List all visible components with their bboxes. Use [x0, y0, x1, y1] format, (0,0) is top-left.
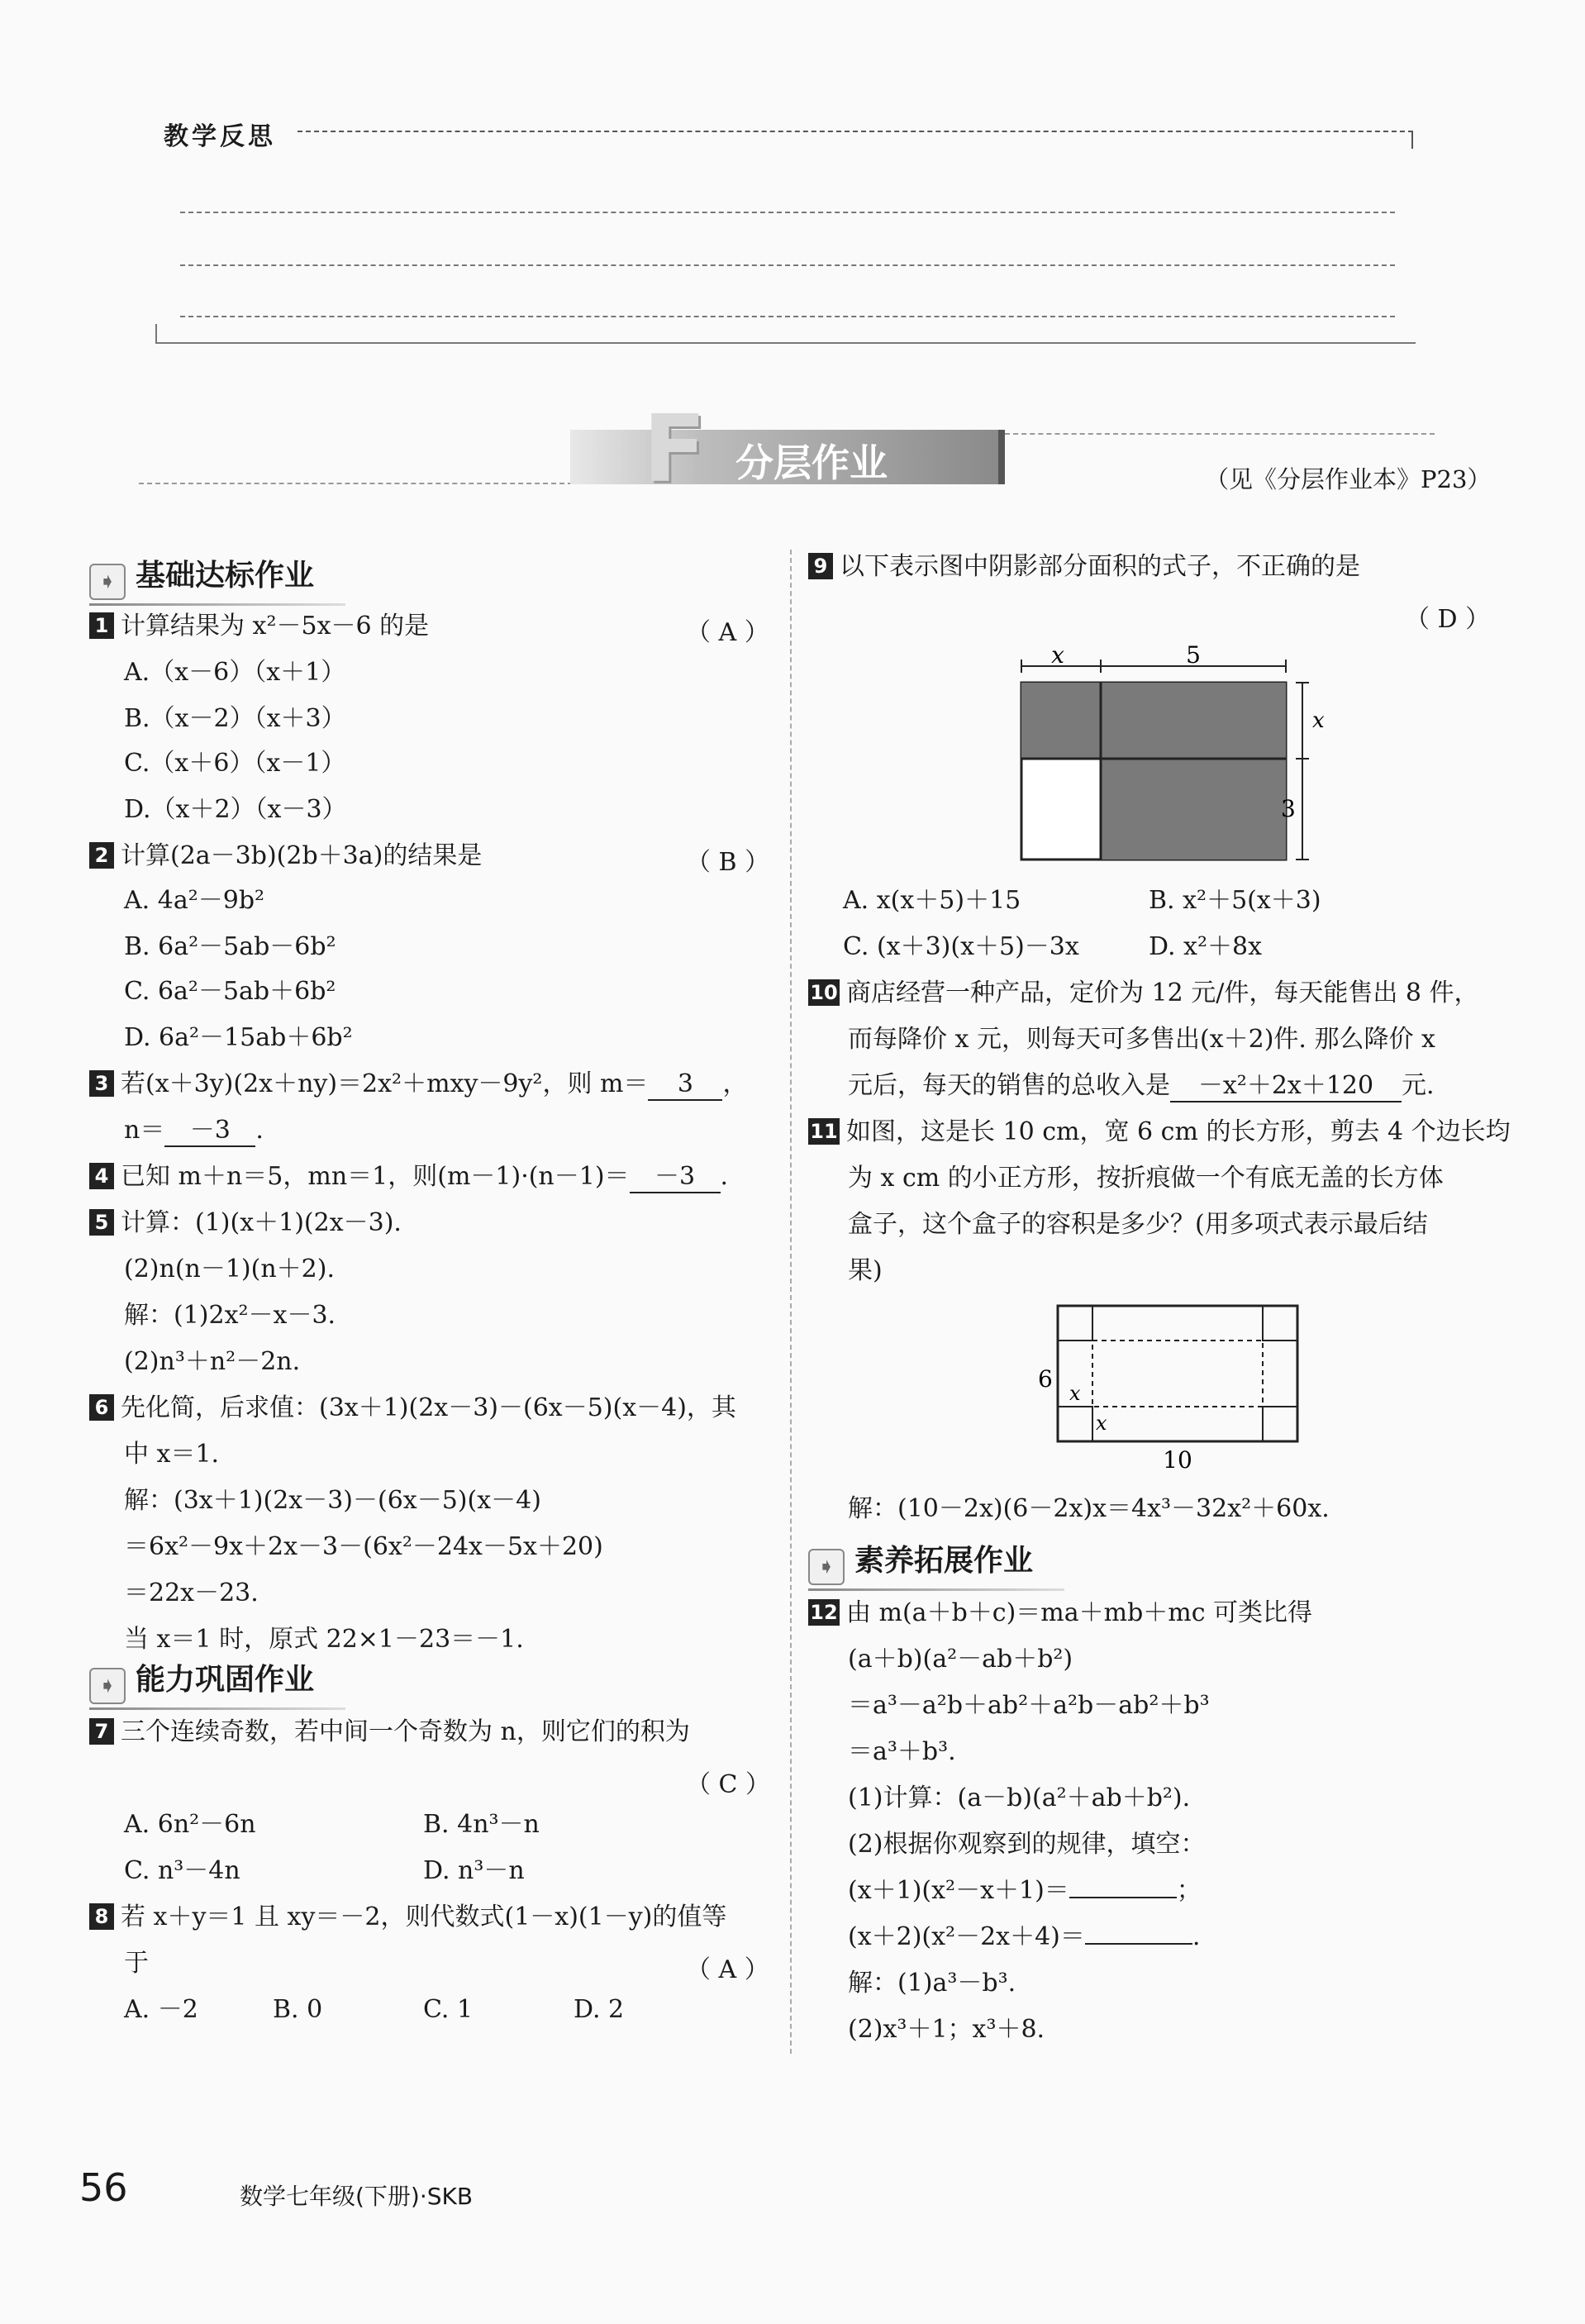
- question-5: [89, 1208, 402, 1238]
- question-number: 5: [89, 1209, 114, 1236]
- question-8: [89, 1903, 726, 1932]
- option: A.（x－6）（x＋1）: [124, 658, 346, 687]
- question-part: (2)根据你观察到的规律，填空：: [848, 1830, 1206, 1859]
- corner-square: [1058, 1306, 1092, 1341]
- answer-choice: （ B ）: [686, 848, 770, 877]
- question-stem: (x＋1)(x²－x＋1)＝: [848, 1876, 1069, 1905]
- question-stem: 商店经营一种产品，定价为 12 元/件，每天能售出 8 件，: [846, 979, 1479, 1007]
- solution-line: 解：(3x＋1)(2x－3)－(6x－5)(x－4): [124, 1486, 541, 1515]
- corner-square: [1263, 1407, 1297, 1441]
- question-stem: 由 m(a＋b＋c)＝ma＋mb＋mc 可类比得: [846, 1598, 1313, 1627]
- question-stem: 计算：(1)(x＋1)(2x－3).: [121, 1208, 402, 1237]
- question-stem: 计算结果为 x²－5x－6 的是: [121, 612, 430, 641]
- corner-square: [1058, 1407, 1092, 1441]
- section-letter: F: [643, 396, 707, 503]
- subsection-ability: [89, 1656, 345, 1710]
- question-stem-cont: 中 x＝1.: [124, 1440, 220, 1469]
- corner-square: [1263, 1306, 1297, 1341]
- writing-line: [180, 316, 1395, 317]
- label-x: x: [1069, 1382, 1081, 1405]
- subsection-expand: [808, 1537, 1064, 1591]
- option: D. 6a²－15ab＋6b²: [124, 1023, 353, 1052]
- page-number: 56: [79, 2165, 128, 2210]
- question-7: [89, 1717, 690, 1747]
- question-9: [808, 552, 1360, 582]
- question-stem: 已知 m＋n＝5，mn＝1，则(m－1)·(n－1)＝: [121, 1162, 630, 1191]
- subsection-title: 基础达标作业: [136, 559, 315, 593]
- option: B. 6a²－5ab－6b²: [124, 932, 336, 961]
- question-stem: 以下表示图中阴影部分面积的式子，不正确的是: [840, 552, 1360, 581]
- question-2: [89, 841, 482, 871]
- divider: [155, 324, 157, 342]
- option: C. n³－4n: [124, 1856, 240, 1885]
- unit: 元.: [1402, 1071, 1435, 1100]
- option: B. 0: [273, 1995, 323, 2024]
- option: D. x²＋8x: [1149, 932, 1263, 961]
- question-stem-cont: 于: [124, 1949, 149, 1978]
- punctuation: .: [1192, 1922, 1201, 1951]
- question-number: 10: [808, 979, 840, 1006]
- derivation-line: (a＋b)(a²－ab＋b²): [848, 1645, 1073, 1674]
- solution-line: 解：(10－2x)(6－2x)x＝4x³－32x²＋60x.: [848, 1494, 1330, 1523]
- solution-line: 解：(1)a³－b³.: [848, 1969, 1016, 1998]
- figure-shaded-rectangles: [1008, 641, 1325, 868]
- question-10: [808, 979, 1479, 1008]
- divider: [1411, 131, 1413, 149]
- fill-blank-2: [848, 1922, 1200, 1952]
- writing-line: [180, 212, 1395, 213]
- solution-line: ＝6x²－9x＋2x－3－(6x²－24x－5x＋20): [124, 1532, 603, 1561]
- punctuation: ；: [1176, 1876, 1202, 1905]
- question-6: [89, 1393, 736, 1423]
- question-3-n: n＝ －3 .: [124, 1116, 264, 1147]
- option: C.（x＋6）（x－1）: [124, 749, 346, 778]
- derivation-line: ＝a³＋b³.: [848, 1737, 956, 1766]
- section-note: （见《分层作业本》P23）: [1205, 465, 1492, 493]
- option: C. 1: [423, 1995, 474, 2024]
- answer-blank: －x²＋2x＋120: [1170, 1071, 1402, 1102]
- question-number: 9: [808, 553, 833, 579]
- shaded-rectangle: [1101, 683, 1286, 860]
- question-number: 2: [89, 842, 114, 869]
- option: A. 6n²－6n: [124, 1810, 256, 1839]
- subsection-basic: [89, 552, 345, 606]
- book-title: 数学七年级(下册)·SKB: [240, 2183, 474, 2210]
- label-ten: 10: [1163, 1446, 1192, 1474]
- question-stem-cont: 为 x cm 的小正方形，按折痕做一个有底无盖的长方体: [848, 1164, 1444, 1193]
- question-number: 1: [89, 612, 114, 639]
- fill-blank-1: [848, 1876, 1202, 1906]
- option: B. 4n³－n: [423, 1810, 540, 1839]
- question-1: [89, 612, 429, 641]
- solution-line: ＝22x－23.: [124, 1579, 259, 1607]
- option: C. (x＋3)(x＋5)－3x: [843, 932, 1079, 961]
- answer-choice: （ D ）: [1405, 605, 1491, 634]
- question-stem-cont: 盒子，这个盒子的容积是多少？(用多项式表示最后结: [848, 1210, 1428, 1239]
- question-stem: 先化简，后求值：(3x＋1)(2x－3)－(6x－5)(x－4)，其: [121, 1393, 736, 1422]
- derivation-line: ＝a³－a²b＋ab²＋a²b－ab²＋b³: [848, 1691, 1210, 1720]
- option: B. x²＋5(x＋3): [1149, 886, 1321, 915]
- label-x-top: x: [1051, 641, 1064, 669]
- divider: [297, 131, 1413, 132]
- answer-choice: （ A ）: [686, 1955, 769, 1984]
- outer-rectangle: [1058, 1306, 1297, 1441]
- question-stem: 元后，每天的销售的总收入是: [848, 1071, 1170, 1100]
- answer-choice: （ C ）: [686, 1770, 771, 1799]
- solution-line: 当 x＝1 时，原式 22×1－23＝－1.: [124, 1625, 524, 1654]
- question-number: 11: [808, 1118, 840, 1145]
- solution-line: (2)x³＋1；x³＋8.: [848, 2015, 1045, 2044]
- question-stem: (x＋2)(x²－2x＋4)＝: [848, 1922, 1085, 1951]
- option: A. x(x＋5)＋15: [843, 886, 1021, 915]
- answer-blank: －3: [164, 1116, 255, 1147]
- option: D. 2: [574, 1995, 625, 2024]
- divider: [155, 342, 1416, 344]
- figure-box-net: [1033, 1298, 1314, 1474]
- divider: [808, 1588, 1064, 1591]
- subsection-title: 素养拓展作业: [854, 1544, 1034, 1578]
- label: n＝: [124, 1116, 165, 1145]
- writing-line: [180, 264, 1395, 266]
- question-number: 4: [89, 1163, 114, 1189]
- question-stem: 计算(2a－3b)(2b＋3a)的结果是: [121, 841, 483, 870]
- question-stem: 若 x＋y＝1 且 xy＝－2，则代数式(1－x)(1－y)的值等: [121, 1903, 727, 1931]
- solution-line: 解：(1)2x²－x－3.: [124, 1301, 336, 1330]
- option: A. 4a²－9b²: [124, 886, 265, 915]
- fold-line: [1092, 1341, 1263, 1407]
- label-x: x: [1096, 1412, 1107, 1435]
- question-part: (1)计算：(a－b)(a²＋ab＋b²).: [848, 1783, 1191, 1812]
- option: D. n³－n: [423, 1856, 525, 1885]
- shaded-square: [1021, 683, 1101, 759]
- column-divider: [790, 550, 792, 2054]
- arrow-icon: ➧: [808, 1549, 845, 1585]
- option: A. －2: [124, 1995, 198, 2024]
- question-number: 3: [89, 1070, 114, 1097]
- option: C. 6a²－5ab＋6b²: [124, 977, 336, 1006]
- question-4: 4 已知 m＋n＝5，mn＝1，则(m－1)·(n－1)＝ －3 .: [89, 1162, 728, 1193]
- answer-blank: －3: [630, 1162, 721, 1193]
- label-three: 3: [1281, 795, 1296, 822]
- question-11: [808, 1117, 1511, 1147]
- label-x-side: x: [1312, 708, 1325, 733]
- answer-blank: 3: [648, 1069, 722, 1101]
- question-stem-cont: [848, 1071, 1435, 1102]
- question-part: (2)n(n－1)(n＋2).: [124, 1255, 335, 1283]
- subsection-title: 能力巩固作业: [136, 1663, 315, 1697]
- question-stem: 若(x＋3y)(2x＋ny)＝2x²＋mxy－9y²，则 m＝: [121, 1069, 649, 1098]
- section-title: 分层作业: [735, 441, 888, 485]
- question-stem-cont: 果): [848, 1256, 883, 1285]
- option: D.（x＋2）（x－3）: [124, 795, 347, 824]
- question-stem-cont: 而每降价 x 元，则每天可多售出(x＋2)件. 那么降价 x: [848, 1025, 1435, 1054]
- answer-blank[interactable]: [1069, 1897, 1177, 1898]
- question-stem: 三个连续奇数，若中间一个奇数为 n，则它们的积为: [121, 1717, 690, 1746]
- divider: [89, 603, 345, 606]
- divider: [998, 430, 1005, 484]
- option: B.（x－2）（x＋3）: [124, 704, 346, 733]
- question-3: 3 若(x＋3y)(2x＋ny)＝2x²＋mxy－9y²，则 m＝ 3 ，: [89, 1069, 747, 1101]
- divider: [139, 483, 573, 484]
- label-six: 6: [1038, 1365, 1053, 1393]
- solution-line: (2)n³＋n²－2n.: [124, 1347, 301, 1376]
- question-stem: 如图，这是长 10 cm，宽 6 cm 的长方形，剪去 4 个边长均: [846, 1117, 1511, 1146]
- question-number: 12: [808, 1599, 840, 1626]
- answer-choice: （ A ）: [686, 618, 769, 647]
- question-number: 8: [89, 1903, 114, 1930]
- answer-blank[interactable]: [1085, 1943, 1192, 1945]
- divider: [1005, 433, 1435, 435]
- divider: [89, 1707, 345, 1710]
- reflection-title: 教学反思: [164, 122, 276, 151]
- question-12: [808, 1598, 1312, 1628]
- label-five: 5: [1186, 641, 1201, 669]
- question-number: 6: [89, 1394, 114, 1421]
- question-number: 7: [89, 1718, 114, 1745]
- arrow-icon: ➧: [89, 1668, 126, 1704]
- arrow-icon: ➧: [89, 564, 126, 600]
